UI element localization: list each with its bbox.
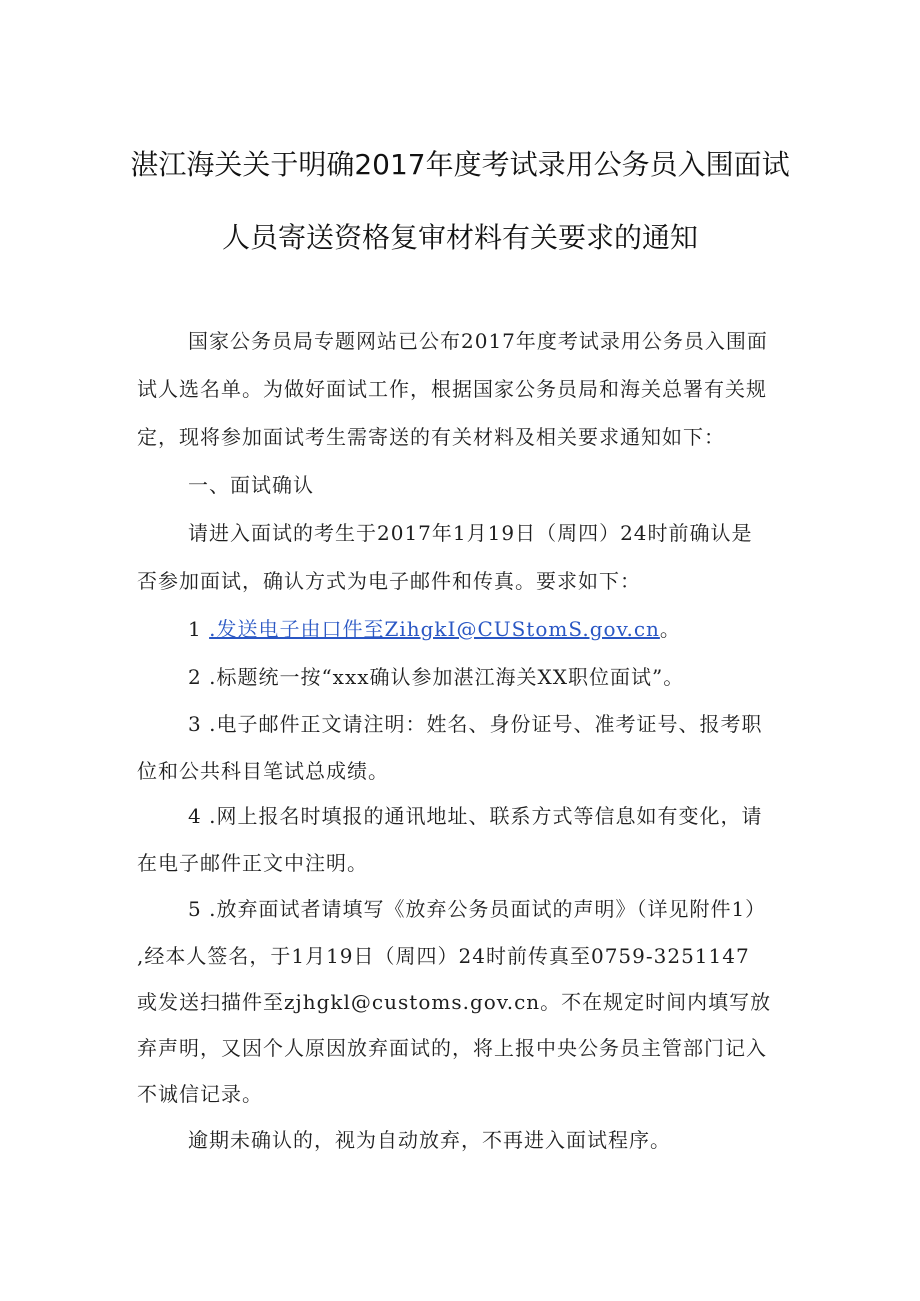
closing-statement: 逾期未确认的，视为自动放弃，不再进入面试程序。 xyxy=(188,1128,671,1152)
item-5-line-1: 5 .放弃面试者请填写《放弃公务员面试的声明》（详见附件1） xyxy=(188,897,767,921)
intro-line-1: 国家公务员局专题网站已公布2017年度考试录用公务员入围面 xyxy=(188,329,768,353)
item-5-line-5: 不诚信记录。 xyxy=(137,1082,263,1106)
confirm-paragraph-line-2: 否参加面试，确认方式为电子邮件和传真。要求如下： xyxy=(137,569,641,593)
item-4-line-1: 4 .网上报名时填报的通讯地址、联系方式等信息如有变化，请 xyxy=(188,804,763,828)
item-1-number: 1 xyxy=(188,617,202,641)
confirm-paragraph-line-1: 请进入面试的考生于2017年1月19日（周四）24时前确认是 xyxy=(188,521,753,545)
email-link[interactable]: .发送电子由口件至ZihgkI@CUStomS.gov.cn xyxy=(209,617,660,641)
item-3-line-2: 位和公共科目笔试总成绩。 xyxy=(137,759,389,783)
item-5-line-2: ,经本人签名，于1月19日（周四）24时前传真至0759-3251147 xyxy=(137,944,750,968)
section-heading-interview-confirmation: 一、面试确认 xyxy=(188,473,314,497)
document-title-line-1: 湛江海关关于明确2017年度考试录用公务员入围面试 xyxy=(130,148,790,181)
item-1 xyxy=(188,615,681,643)
intro-line-2: 试人选名单。为做好面试工作，根据国家公务员局和海关总署有关规 xyxy=(137,377,767,401)
document-title-line-2: 人员寄送资格复审材料有关要求的通知 xyxy=(221,221,698,254)
item-4-line-2: 在电子邮件正文中注明。 xyxy=(137,851,368,875)
item-5-line-4: 弃声明，又因个人原因放弃面试的，将上报中央公务员主管部门记入 xyxy=(137,1036,767,1060)
intro-line-3: 定，现将参加面试考生需寄送的有关材料及相关要求通知如下： xyxy=(137,425,725,449)
item-1-suffix: 。 xyxy=(659,617,681,641)
item-2: 2 .标题统一按“xxx确认参加湛江海关XX职位面试”。 xyxy=(188,665,685,689)
item-3-line-1: 3 .电子邮件正文请注明：姓名、身份证号、准考证号、报考职 xyxy=(188,712,763,736)
item-5-line-3: 或发送扫描件至zjhgkl@customs.gov.cn。不在规定时间内填写放 xyxy=(137,990,772,1014)
